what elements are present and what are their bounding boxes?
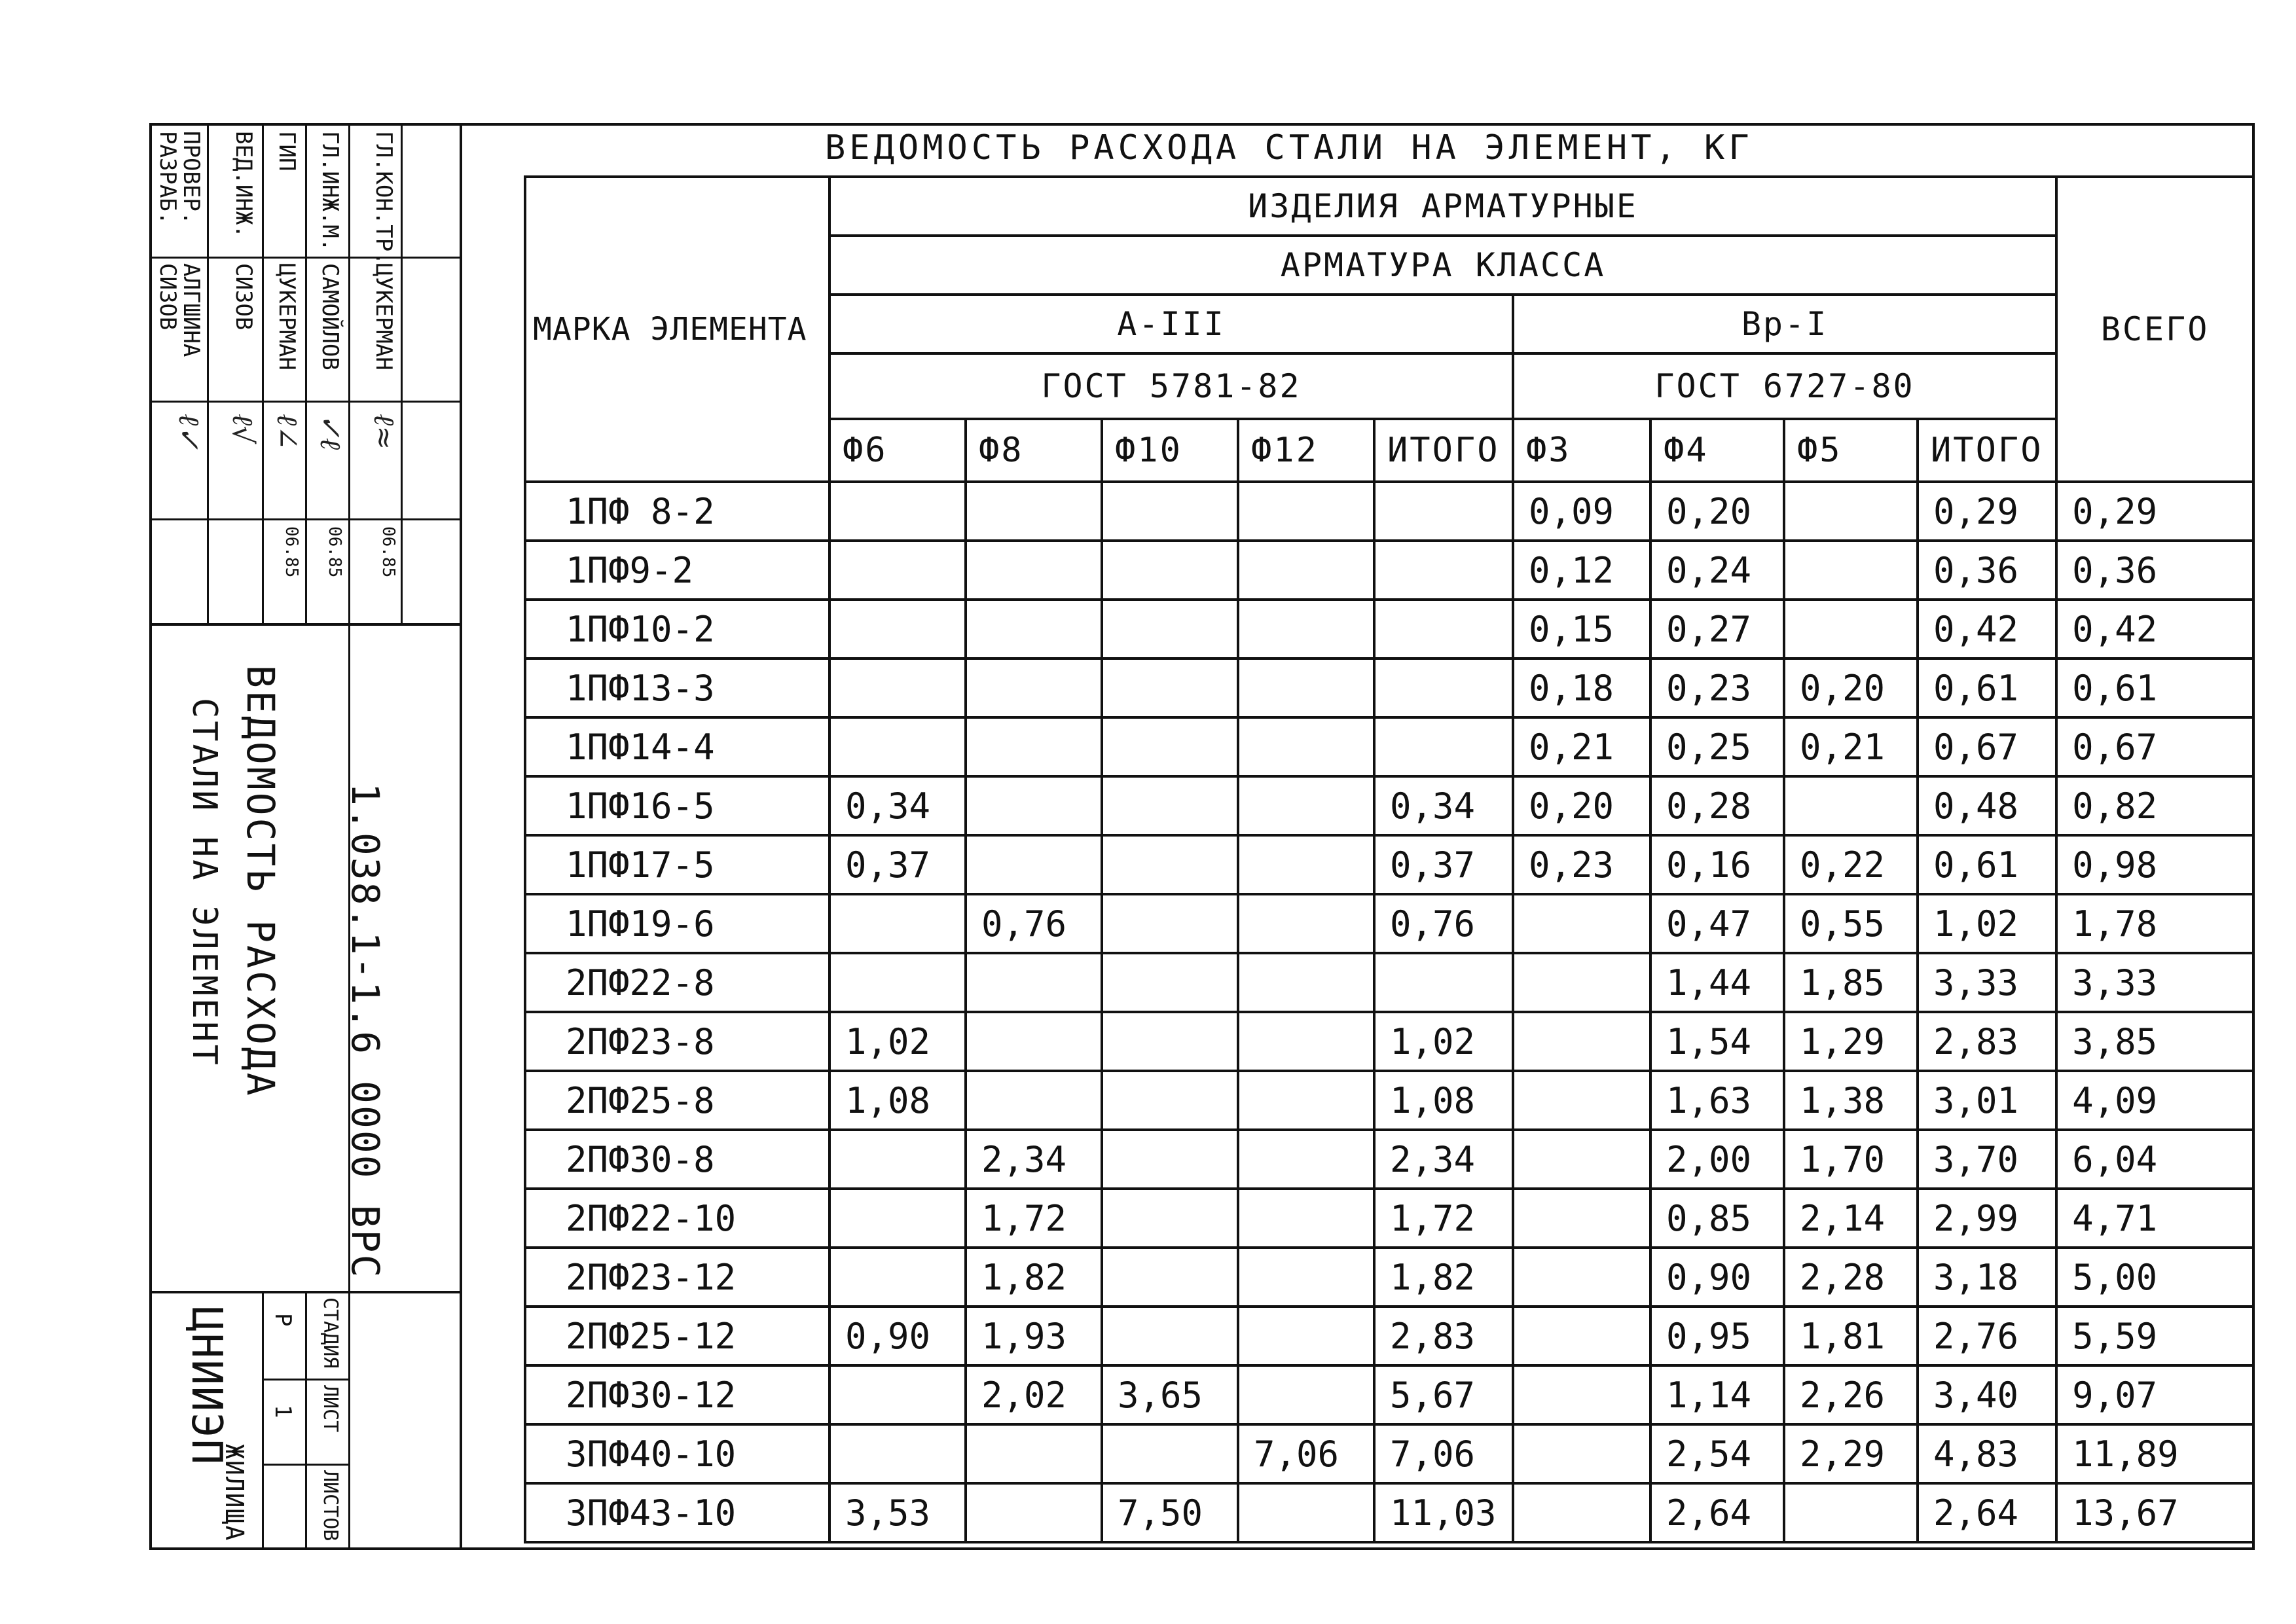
- cell-class-a: 0,76: [1374, 894, 1513, 953]
- doc-title-line-1: ВЕДОМОСТЬ РАСХОДА: [238, 665, 283, 1098]
- cell-class-a: [829, 600, 966, 659]
- cell-class-a: [966, 541, 1102, 600]
- header-class-a: А-III: [829, 295, 1513, 353]
- cell-class-a: [1102, 1248, 1238, 1307]
- cell-class-b: 0,61: [1918, 835, 2056, 894]
- cell-class-a: [966, 953, 1102, 1012]
- cell-class-b: 1,85: [1784, 953, 1918, 1012]
- table-row: [525, 1248, 2253, 1307]
- cell-class-a: [1238, 659, 1374, 717]
- col-a-f10: Ф10: [1102, 419, 1238, 482]
- cell-class-b: [1784, 1483, 1918, 1542]
- table-row: [525, 659, 2253, 717]
- table-row: [525, 835, 2253, 894]
- date-gl-kontr: 06.85: [378, 526, 398, 578]
- table-row: [525, 1483, 2253, 1542]
- cell-class-a: [1102, 1130, 1238, 1189]
- cell-class-a: [1238, 600, 1374, 659]
- row-mark: 2ПФ25-12: [525, 1307, 829, 1365]
- cell-class-a: [1102, 1189, 1238, 1248]
- title-block: [149, 123, 462, 1550]
- cell-class-b: 0,16: [1650, 835, 1784, 894]
- cell-class-a: [1238, 1071, 1374, 1130]
- cell-class-b: 2,83: [1918, 1012, 2056, 1071]
- cell-class-b: 0,90: [1650, 1248, 1784, 1307]
- header-gost-a: ГОСТ 5781-82: [829, 353, 1513, 419]
- cell-class-a: [1374, 541, 1513, 600]
- table-row: [525, 1424, 2253, 1483]
- cell-class-b: 2,99: [1918, 1189, 2056, 1248]
- cell-class-a: [1238, 1365, 1374, 1424]
- cell-total: 0,67: [2056, 717, 2253, 776]
- cell-class-b: [1513, 1189, 1650, 1248]
- steel-consumption-table: [524, 175, 2255, 1543]
- row-mark: 1ПФ9-2: [525, 541, 829, 600]
- cell-class-b: 0,21: [1784, 717, 1918, 776]
- cell-class-a: [829, 1130, 966, 1189]
- col-b-itogo: ИТОГО: [1918, 419, 2056, 482]
- cell-class-b: 1,54: [1650, 1012, 1784, 1071]
- cell-class-b: 3,18: [1918, 1248, 2056, 1307]
- cell-class-a: [1102, 953, 1238, 1012]
- cell-class-b: 0,61: [1918, 659, 2056, 717]
- cell-class-a: 5,67: [1374, 1365, 1513, 1424]
- cell-total: 13,67: [2056, 1483, 2253, 1542]
- row-mark: 2ПФ22-8: [525, 953, 829, 1012]
- cell-class-a: [829, 1248, 966, 1307]
- col-a-f6: Ф6: [829, 419, 966, 482]
- cell-class-b: [1513, 1248, 1650, 1307]
- signature-5: ℓ≈: [367, 414, 401, 450]
- organization-name: ЦНИИЭП: [182, 1307, 230, 1466]
- table-row: [525, 717, 2253, 776]
- cell-total: 0,42: [2056, 600, 2253, 659]
- signature-3: ℓ∠: [270, 414, 304, 450]
- row-mark: 1ПФ10-2: [525, 600, 829, 659]
- table-row: [525, 1071, 2253, 1130]
- cell-class-a: 2,34: [966, 1130, 1102, 1189]
- cell-class-a: [1102, 482, 1238, 541]
- cell-class-a: [966, 659, 1102, 717]
- role-razrab: РАЗРАБ.: [155, 131, 181, 225]
- sheet-value: 1: [270, 1405, 296, 1418]
- cell-class-b: 3,40: [1918, 1365, 2056, 1424]
- table-row: [525, 482, 2253, 541]
- cell-class-b: 0,36: [1918, 541, 2056, 600]
- cell-class-b: [1513, 1365, 1650, 1424]
- cell-class-a: [1374, 600, 1513, 659]
- table-body: [525, 482, 2253, 1542]
- cell-class-a: [1102, 776, 1238, 835]
- cell-class-b: 3,33: [1918, 953, 2056, 1012]
- cell-class-b: [1513, 1483, 1650, 1542]
- row-mark: 1ПФ16-5: [525, 776, 829, 835]
- col-b-f4: Ф4: [1650, 419, 1784, 482]
- cell-class-b: 0,09: [1513, 482, 1650, 541]
- row-mark: 2ПФ25-8: [525, 1071, 829, 1130]
- table-row: [525, 894, 2253, 953]
- cell-class-b: 0,23: [1650, 659, 1784, 717]
- cell-class-a: [829, 482, 966, 541]
- table-row: [525, 1307, 2253, 1365]
- cell-class-a: 2,02: [966, 1365, 1102, 1424]
- cell-class-a: 7,06: [1238, 1424, 1374, 1483]
- row-mark: 1ПФ14-4: [525, 717, 829, 776]
- cell-class-b: 0,24: [1650, 541, 1784, 600]
- header-total: ВСЕГО: [2056, 177, 2253, 482]
- cell-class-b: 2,00: [1650, 1130, 1784, 1189]
- cell-class-a: [966, 835, 1102, 894]
- row-mark: 2ПФ30-8: [525, 1130, 829, 1189]
- cell-class-a: [829, 1189, 966, 1248]
- cell-class-b: [1784, 482, 1918, 541]
- cell-class-a: [1102, 600, 1238, 659]
- cell-class-b: 2,26: [1784, 1365, 1918, 1424]
- cell-total: 9,07: [2056, 1365, 2253, 1424]
- header-subgroup: АРМАТУРА КЛАССА: [829, 236, 2056, 295]
- cell-class-b: 0,67: [1918, 717, 2056, 776]
- cell-class-b: 2,64: [1918, 1483, 2056, 1542]
- cell-class-a: 0,34: [1374, 776, 1513, 835]
- doc-title-line-2: СТАЛИ НА ЭЛЕМЕНТ: [185, 698, 224, 1068]
- cell-class-a: 1,72: [966, 1189, 1102, 1248]
- cell-total: 0,29: [2056, 482, 2253, 541]
- cell-class-b: 2,64: [1650, 1483, 1784, 1542]
- cell-class-b: 3,01: [1918, 1071, 2056, 1130]
- cell-class-b: 2,28: [1784, 1248, 1918, 1307]
- cell-class-b: 2,76: [1918, 1307, 2056, 1365]
- row-mark: 3ПФ43-10: [525, 1483, 829, 1542]
- cell-class-a: 1,82: [966, 1248, 1102, 1307]
- cell-class-a: 11,03: [1374, 1483, 1513, 1542]
- cell-class-a: 2,83: [1374, 1307, 1513, 1365]
- stage-value: Р: [270, 1313, 296, 1327]
- cell-class-a: [1238, 1130, 1374, 1189]
- cell-class-a: [966, 1012, 1102, 1071]
- cell-class-b: 0,12: [1513, 541, 1650, 600]
- table-row: [525, 1365, 2253, 1424]
- cell-class-a: [1374, 659, 1513, 717]
- organization-area: [152, 1291, 460, 1550]
- cell-class-a: [1238, 776, 1374, 835]
- cell-class-b: 1,81: [1784, 1307, 1918, 1365]
- cell-class-b: 0,55: [1784, 894, 1918, 953]
- cell-class-a: [966, 1071, 1102, 1130]
- sheets-label: ЛИСТОВ: [319, 1470, 342, 1542]
- cell-total: 0,98: [2056, 835, 2253, 894]
- cell-class-a: [1102, 894, 1238, 953]
- cell-class-a: [1102, 1424, 1238, 1483]
- cell-total: 4,09: [2056, 1071, 2253, 1130]
- signature-area: [152, 126, 460, 623]
- role-prover: ПРОВЕР.: [178, 131, 204, 225]
- cell-class-a: 0,76: [966, 894, 1102, 953]
- cell-class-b: [1784, 600, 1918, 659]
- cell-total: 4,71: [2056, 1189, 2253, 1248]
- name-razrab: СИЗОВ: [155, 263, 181, 331]
- cell-class-a: 7,06: [1374, 1424, 1513, 1483]
- cell-total: 11,89: [2056, 1424, 2253, 1483]
- cell-class-a: 7,50: [1102, 1483, 1238, 1542]
- cell-total: 5,59: [2056, 1307, 2253, 1365]
- cell-class-a: [966, 482, 1102, 541]
- cell-class-a: [1238, 482, 1374, 541]
- cell-class-a: 1,02: [829, 1012, 966, 1071]
- cell-class-b: [1513, 1071, 1650, 1130]
- table-row: [525, 1012, 2253, 1071]
- cell-class-a: [1238, 1012, 1374, 1071]
- cell-class-a: [829, 1365, 966, 1424]
- cell-class-b: 1,70: [1784, 1130, 1918, 1189]
- row-mark: 2ПФ30-12: [525, 1365, 829, 1424]
- signature-2: ℓ√: [226, 414, 259, 444]
- role-gl-inzh: ГЛ.ИНЖ.М.: [317, 131, 343, 252]
- table-row: [525, 953, 2253, 1012]
- cell-class-a: 1,93: [966, 1307, 1102, 1365]
- row-mark: 1ПФ19-6: [525, 894, 829, 953]
- cell-class-a: [966, 776, 1102, 835]
- cell-total: 1,78: [2056, 894, 2253, 953]
- cell-class-a: [1238, 717, 1374, 776]
- cell-class-a: [829, 1424, 966, 1483]
- col-a-itogo: ИТОГО: [1374, 419, 1513, 482]
- table-row: [525, 776, 2253, 835]
- cell-total: 0,82: [2056, 776, 2253, 835]
- cell-class-b: 0,85: [1650, 1189, 1784, 1248]
- cell-class-a: [1238, 953, 1374, 1012]
- cell-class-a: [1102, 1012, 1238, 1071]
- name-gl-kontr: ЦУКЕРМАН: [371, 263, 397, 370]
- cell-class-a: [1374, 717, 1513, 776]
- cell-class-a: 0,34: [829, 776, 966, 835]
- cell-total: 0,61: [2056, 659, 2253, 717]
- cell-class-a: [829, 541, 966, 600]
- name-gip: ЦУКЕРМАН: [274, 263, 300, 370]
- name-prover: АЛГШИНА: [178, 263, 204, 357]
- signature-4: ✓ℓ: [314, 414, 347, 450]
- cell-class-b: 0,22: [1784, 835, 1918, 894]
- cell-class-b: 0,20: [1784, 659, 1918, 717]
- cell-total: 3,33: [2056, 953, 2253, 1012]
- cell-class-b: [1513, 1130, 1650, 1189]
- cell-class-a: [966, 1424, 1102, 1483]
- cell-class-a: 3,65: [1102, 1365, 1238, 1424]
- row-mark: 1ПФ 8-2: [525, 482, 829, 541]
- cell-class-a: [1102, 1307, 1238, 1365]
- cell-class-a: [1238, 894, 1374, 953]
- cell-class-a: 1,82: [1374, 1248, 1513, 1307]
- table-row: [525, 541, 2253, 600]
- cell-class-b: 0,18: [1513, 659, 1650, 717]
- cell-class-b: 2,14: [1784, 1189, 1918, 1248]
- row-mark: 2ПФ23-8: [525, 1012, 829, 1071]
- cell-class-b: [1784, 776, 1918, 835]
- cell-total: 5,00: [2056, 1248, 2253, 1307]
- table-row: [525, 600, 2253, 659]
- cell-class-b: 0,20: [1650, 482, 1784, 541]
- cell-class-a: 3,53: [829, 1483, 966, 1542]
- table-row: [525, 1189, 2253, 1248]
- cell-total: 6,04: [2056, 1130, 2253, 1189]
- cell-class-a: [829, 659, 966, 717]
- cell-class-a: [1238, 835, 1374, 894]
- cell-class-b: 0,25: [1650, 717, 1784, 776]
- cell-class-b: 0,15: [1513, 600, 1650, 659]
- row-mark: 1ПФ17-5: [525, 835, 829, 894]
- cell-class-a: [1102, 1071, 1238, 1130]
- cell-class-b: 0,21: [1513, 717, 1650, 776]
- cell-class-b: 1,02: [1918, 894, 2056, 953]
- cell-class-a: 0,37: [829, 835, 966, 894]
- cell-total: 3,85: [2056, 1012, 2253, 1071]
- row-mark: 3ПФ40-10: [525, 1424, 829, 1483]
- cell-class-b: 1,63: [1650, 1071, 1784, 1130]
- cell-class-a: [829, 717, 966, 776]
- role-gl-kontr: ГЛ.КОН.ТР.: [371, 131, 397, 265]
- cell-class-a: [1102, 835, 1238, 894]
- header-gost-b: ГОСТ 6727-80: [1513, 353, 2056, 419]
- cell-class-a: [1102, 659, 1238, 717]
- cell-class-b: 0,42: [1918, 600, 2056, 659]
- stage-label: СТАДИЯ: [319, 1297, 342, 1369]
- col-b-f3: Ф3: [1513, 419, 1650, 482]
- cell-class-a: 1,08: [1374, 1071, 1513, 1130]
- cell-class-b: [1784, 541, 1918, 600]
- cell-class-b: [1513, 953, 1650, 1012]
- cell-class-a: [829, 894, 966, 953]
- cell-class-b: 0,27: [1650, 600, 1784, 659]
- organization-sub: ЖИЛИЩА: [220, 1444, 249, 1542]
- name-ved-inzh: СИЗОВ: [230, 263, 257, 331]
- header-class-b: Вр-I: [1513, 295, 2056, 353]
- sheet-label: ЛИСТ: [319, 1385, 342, 1433]
- table-title: ВЕДОМОСТЬ РАСХОДА СТАЛИ НА ЭЛЕМЕНТ, КГ: [825, 128, 1753, 168]
- cell-class-b: 1,38: [1784, 1071, 1918, 1130]
- document-title-area: [152, 623, 460, 1293]
- row-mark: 1ПФ13-3: [525, 659, 829, 717]
- role-gip: ГИП: [274, 131, 300, 171]
- cell-class-a: [1102, 541, 1238, 600]
- cell-class-a: 1,08: [829, 1071, 966, 1130]
- cell-class-b: 1,14: [1650, 1365, 1784, 1424]
- cell-class-a: 1,72: [1374, 1189, 1513, 1248]
- cell-class-b: 3,70: [1918, 1130, 2056, 1189]
- cell-class-b: [1513, 1012, 1650, 1071]
- cell-class-b: 0,48: [1918, 776, 2056, 835]
- cell-class-a: [829, 953, 966, 1012]
- cell-class-a: [1238, 1307, 1374, 1365]
- cell-total: 0,36: [2056, 541, 2253, 600]
- cell-class-b: 1,44: [1650, 953, 1784, 1012]
- col-a-f8: Ф8: [966, 419, 1102, 482]
- cell-class-a: [1374, 482, 1513, 541]
- role-ved-inzh: ВЕД.ИНЖ.: [230, 131, 257, 238]
- header-group: ИЗДЕЛИЯ АРМАТУРНЫЕ: [829, 177, 2056, 236]
- cell-class-a: [966, 717, 1102, 776]
- cell-class-b: 2,54: [1650, 1424, 1784, 1483]
- cell-class-b: 0,29: [1918, 482, 2056, 541]
- name-gl-inzh: САМОЙЛОВ: [317, 263, 343, 370]
- date-gip: 06.85: [282, 526, 301, 578]
- header-marka: МАРКА ЭЛЕМЕНТА: [525, 177, 829, 482]
- frame-bottom-line: [149, 1547, 2255, 1550]
- cell-class-b: 0,47: [1650, 894, 1784, 953]
- cell-class-a: 2,34: [1374, 1130, 1513, 1189]
- cell-class-a: [1238, 1189, 1374, 1248]
- row-mark: 2ПФ22-10: [525, 1189, 829, 1248]
- date-gl-inzh: 06.85: [325, 526, 344, 578]
- cell-class-b: 0,95: [1650, 1307, 1784, 1365]
- row-mark: 2ПФ23-12: [525, 1248, 829, 1307]
- cell-class-a: [1238, 1483, 1374, 1542]
- cell-class-b: 0,28: [1650, 776, 1784, 835]
- cell-class-a: [1238, 1248, 1374, 1307]
- cell-class-a: 0,90: [829, 1307, 966, 1365]
- cell-class-b: [1513, 894, 1650, 953]
- col-a-f12: Ф12: [1238, 419, 1374, 482]
- document-code: 1.038.1-1.6 0000 ВРС: [343, 783, 388, 1280]
- cell-class-a: 0,37: [1374, 835, 1513, 894]
- cell-class-a: [1374, 953, 1513, 1012]
- cell-class-b: 1,29: [1784, 1012, 1918, 1071]
- cell-class-a: [966, 600, 1102, 659]
- cell-class-a: [1238, 541, 1374, 600]
- table-row: [525, 1130, 2253, 1189]
- cell-class-a: 1,02: [1374, 1012, 1513, 1071]
- cell-class-b: 0,20: [1513, 776, 1650, 835]
- cell-class-b: [1513, 1307, 1650, 1365]
- cell-class-b: 0,23: [1513, 835, 1650, 894]
- cell-class-b: 4,83: [1918, 1424, 2056, 1483]
- cell-class-b: 2,29: [1784, 1424, 1918, 1483]
- cell-class-a: [1102, 717, 1238, 776]
- signature-1: ℓ✓: [172, 414, 206, 450]
- cell-class-a: [966, 1483, 1102, 1542]
- col-b-f5: Ф5: [1784, 419, 1918, 482]
- cell-class-b: [1513, 1424, 1650, 1483]
